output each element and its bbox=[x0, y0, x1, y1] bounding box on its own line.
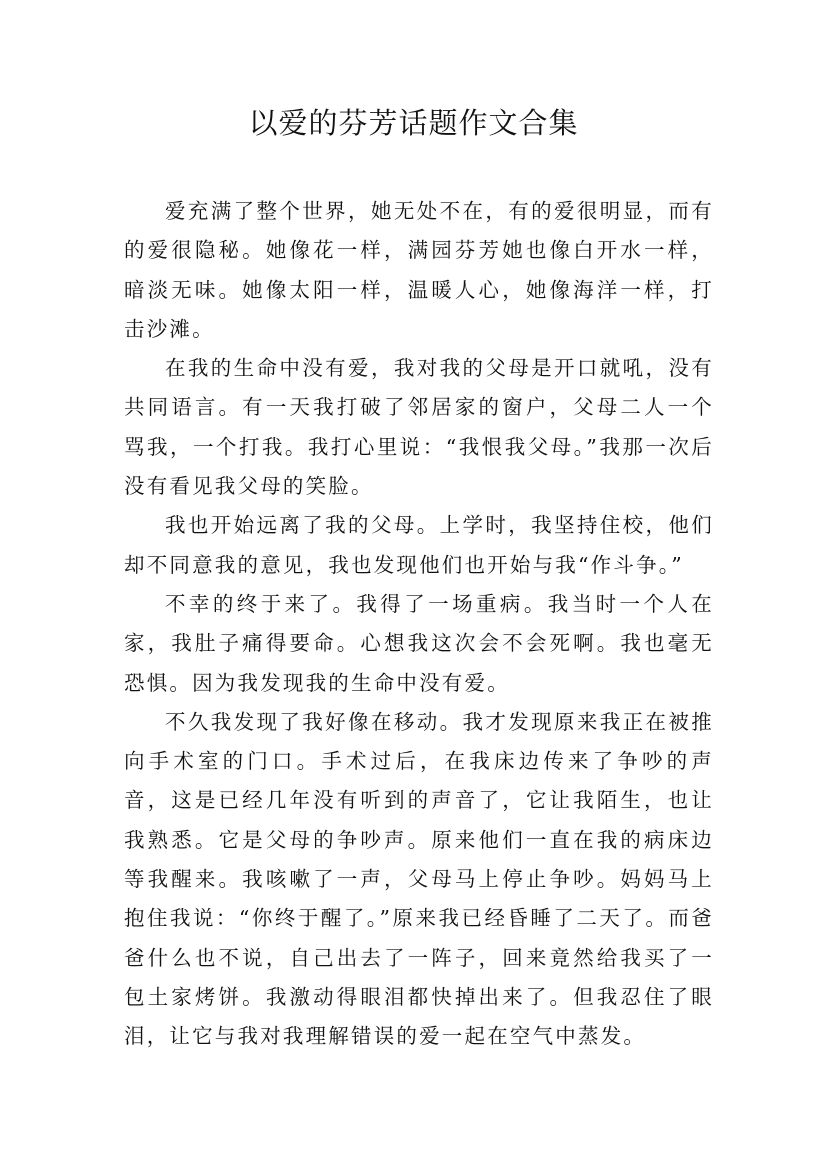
paragraph-3: 我也开始远离了我的父母。上学时，我坚持住校，他们却不同意我的意见，我也发现他们也开始与我“作斗争。” bbox=[124, 513, 714, 577]
paragraph-2: 在我的生命中没有爱，我对我的父母是开口就吼，没有共同语言。有一天我打破了邻居家的窗户，父母二人一个骂我，一个打我。我打心里说：“我恨我父母。”我那一次后没有看见我父母的笑脸。 bbox=[124, 356, 714, 499]
document-body bbox=[124, 192, 714, 1057]
document-title: 以爱的芬芳话题作文合集 bbox=[248, 106, 579, 140]
paragraph-1: 爱充满了整个世界，她无处不在，有的爱很明显，而有的爱很隐秘。她像花一样，满园芬芳她也像白开水一样，暗淡无味。她像太阳一样，温暖人心，她像海洋一样，打击沙滩。 bbox=[124, 199, 714, 341]
paragraph-4: 不幸的终于来了。我得了一场重病。我当时一个人在家，我肚子痛得要命。心想我这次会不会死啊。我也毫无恐惧。因为我发现我的生命中没有爱。 bbox=[124, 591, 714, 695]
paragraph-5: 不久我发现了我好像在移动。我才发现原来我正在被推向手术室的门口。手术过后，在我床边传来了争吵的声音，这是已经几年没有听到的声音了，它让我陌生，也让我熟悉。它是父母的争吵声。原来他们一直在我的病床边等我醒来。我咳嗽了一声，父母马上停止争吵。妈妈马上抱住我说：“你终于醒了。”原来我已经昏睡了二天了。而爸爸什么也不说，自己出去了一阵子，回来竟然给我买了一包土家烤饼。我激动得眼泪都快掉出来了。但我忍住了眼泪，让它与我对我理解错误的爱一起在空气中蒸发。 bbox=[124, 709, 714, 1049]
